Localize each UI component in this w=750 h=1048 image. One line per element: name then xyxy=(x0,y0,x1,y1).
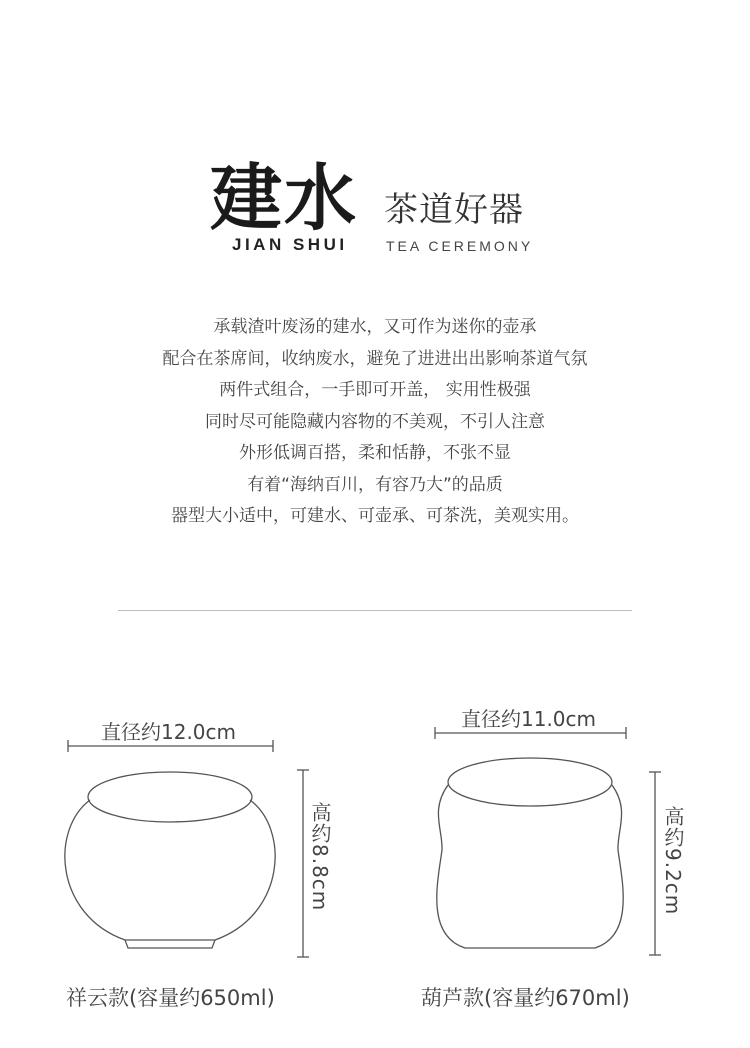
brand-title-en: JIAN SHUI xyxy=(232,235,348,254)
description-line: 有着“海纳百川，有容乃大”的品质 xyxy=(247,474,503,495)
brand-subtitle-en: TEA CEREMONY xyxy=(386,238,534,254)
product-caption: 祥云款(容量约650ml) xyxy=(66,986,275,1010)
brand-title: 建水 xyxy=(210,155,359,240)
product-caption: 葫芦款(容量约670ml) xyxy=(421,986,630,1010)
description-line: 同时尽可能隐藏内容物的不美观，不引人注意 xyxy=(205,411,545,432)
brand-subtitle: 茶道好器 xyxy=(384,190,524,230)
diameter-label: 直径约11.0cm xyxy=(461,707,597,731)
description-line: 两件式组合，一手即可开盖， 实用性极强 xyxy=(219,380,531,400)
diameter-label: 直径约12.0cm xyxy=(101,720,237,744)
description-line: 配合在茶席间，收纳废水，避免了进进出出影响茶道气氛 xyxy=(162,348,588,369)
description-line: 器型大小适中，可建水、可壶承、可茶洗，美观实用。 xyxy=(171,506,579,526)
height-label: 高约9.2cm xyxy=(661,806,685,916)
height-label: 高约8.8cm xyxy=(308,802,332,912)
description-line: 承载渣叶废汤的建水，又可作为迷你的壶承 xyxy=(213,317,537,337)
xiangyun-jar-drawing xyxy=(65,740,309,957)
hulu-jar-drawing xyxy=(435,727,661,955)
description-line: 外形低调百搭，柔和恬静，不张不显 xyxy=(239,443,511,463)
